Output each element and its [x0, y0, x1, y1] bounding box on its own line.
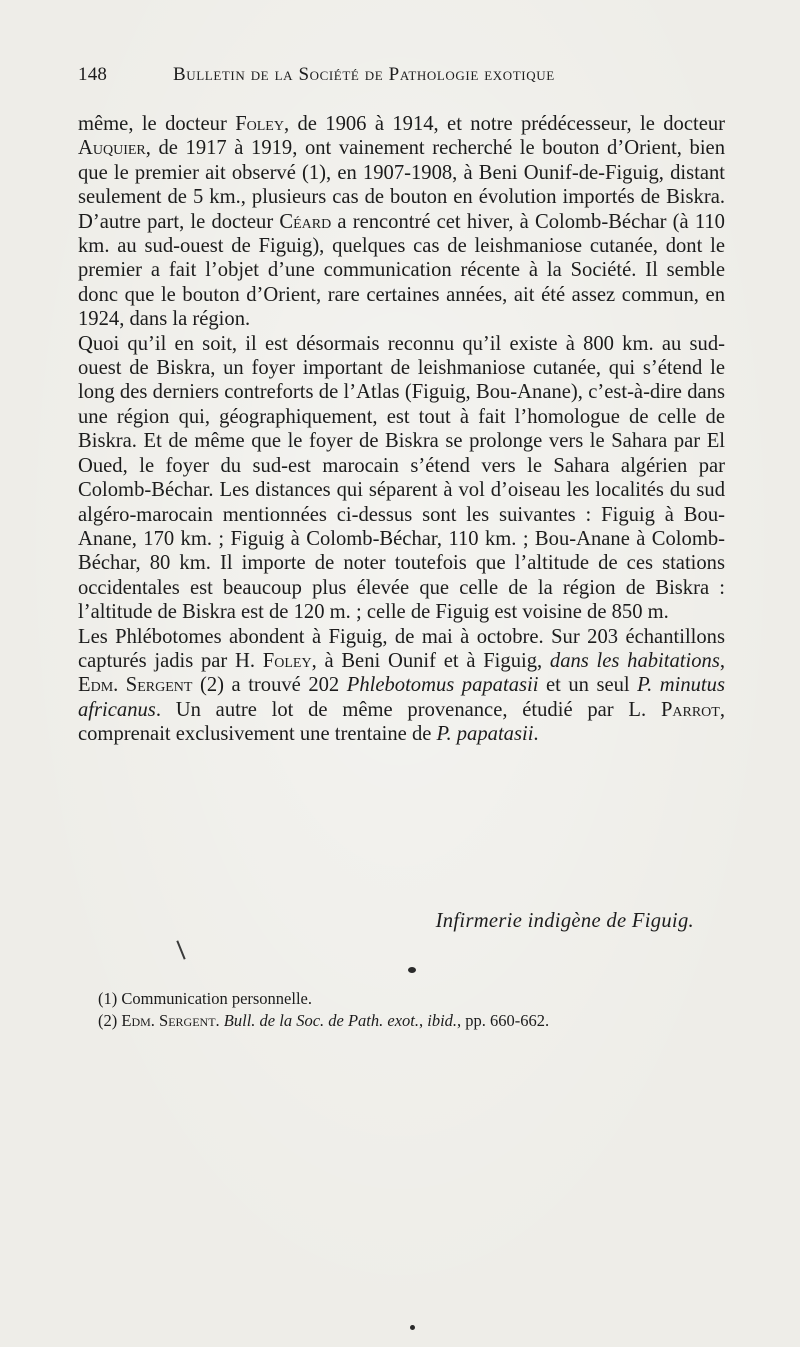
- page-header: [78, 64, 728, 90]
- text-run: .: [533, 723, 539, 746]
- ink-dot: [410, 1325, 415, 1330]
- text-run: (1) Communication personnelle.: [98, 989, 312, 1008]
- text-run: et un seul: [538, 674, 638, 697]
- text-run: a rencontré cet hiver, à Colomb-Béchar (à 110 km. au sud-ouest de Figuig), quelques cas de leishmaniose cutanée, dont le premier a fait l’objet d’une communication récente à la Société. Il semble donc que le bouton d’Orient, rare certaines années, ait été assez commun, en 1924, dans la région.: [78, 210, 725, 331]
- italic-run: dans les habitations: [549, 649, 720, 672]
- paragraph-3: [78, 625, 725, 747]
- ink-mark: [176, 940, 185, 959]
- paragraph-1: [78, 112, 725, 332]
- text-run: Quoi qu’il en soit, il est désormais reconnu qu’il existe à 800 km. au sud-ouest de Biskra, un foyer important de leishmaniose cutanée, qui s’étend le long des derniers contreforts de l’Atlas (Figuig, Bou-Anane), c’est-à-dire dans une région qui, géographiquement, est tout à fait l’homologue de celle de Biskra. Et de même que le foyer de Biskra se prolonge vers le Sahara par El Oued, le foyer du sud-est marocain s’étend vers le Sahara algérien par Colomb-Béchar. Les distances qui séparent à vol d’oiseau les localités du sud algéro-marocain mentionnées ci-dessus sont les suivantes : Figuig à Bou-Anane, 170 km. ; Figuig à Colomb-Béchar, 110 km. ; Bou-Anane à Colomb-Béchar, 80 km. Il importe de noter toutefois que l’altitude de ces stations occidentales est beaucoup plus élevée que celle de la région de Biskra : l’altitude de Biskra est de 120 m. ; celle de Figuig est voisine de 850 m.: [78, 332, 725, 624]
- text-run: , de 1906 à 1914, et notre prédécesseur, le docteur: [283, 113, 725, 135]
- small-caps-run: Foley: [262, 649, 312, 672]
- italic-run: Bull. de la Soc. de Path. exot.: [223, 1011, 419, 1030]
- ink-dot: [408, 967, 416, 973]
- italic-run: P. minutus africanus: [78, 674, 725, 721]
- text-run: même, le docteur: [78, 113, 236, 135]
- small-caps-run: Edm. Sergent: [78, 674, 193, 697]
- text-run: .: [215, 1011, 224, 1030]
- running-title: Bulletin de la Société de Pathologie exotique: [173, 64, 555, 85]
- text-run: ,: [719, 649, 726, 672]
- small-caps-run: Foley: [235, 113, 284, 135]
- paragraph-2: [78, 332, 725, 625]
- footnotes: [98, 988, 718, 1032]
- footnote-2: [98, 1010, 718, 1032]
- small-caps-run: Auquier: [78, 137, 146, 160]
- body-text: [78, 112, 725, 747]
- italic-run: P. papatasii: [436, 723, 534, 746]
- text-run: , de 1917 à 1919, ont vainement recherché le bouton d’Orient, bien que le premier ait observé (1), en 1907-1908, à Beni Ounif-de-Figuig, distant seulement de 5 km., plusieurs cas de bouton en évolution importés de Biskra. D’autre part, le docteur: [78, 137, 725, 233]
- text-run: , pp. 660-662.: [457, 1011, 550, 1030]
- signature-line: Infirmerie indigène de Figuig.: [435, 910, 694, 932]
- text-run: (2): [98, 1011, 122, 1030]
- text-run: , comprenait exclusivement une trentaine de: [78, 698, 725, 746]
- text-run: ,: [419, 1011, 428, 1030]
- text-run: , à Beni Ounif et à Figuig,: [311, 649, 550, 672]
- page-number: 148: [78, 64, 108, 85]
- text-run: . Un autre lot de même provenance, étudié par L.: [155, 698, 661, 721]
- small-caps-run: Edm. Sergent: [121, 1011, 216, 1030]
- text-run: (2) a trouvé 202: [192, 674, 347, 697]
- italic-run: Phlebotomus papatasii: [346, 674, 539, 697]
- small-caps-run: Parrot: [660, 698, 720, 721]
- italic-run: ibid.: [427, 1011, 458, 1030]
- text-run: Les Phlébotomes abondent à Figuig, de mai à octobre. Sur 203 échantillons capturés jadis par H.: [78, 625, 725, 672]
- small-caps-run: Céard: [279, 210, 332, 233]
- footnote-1: [98, 988, 718, 1010]
